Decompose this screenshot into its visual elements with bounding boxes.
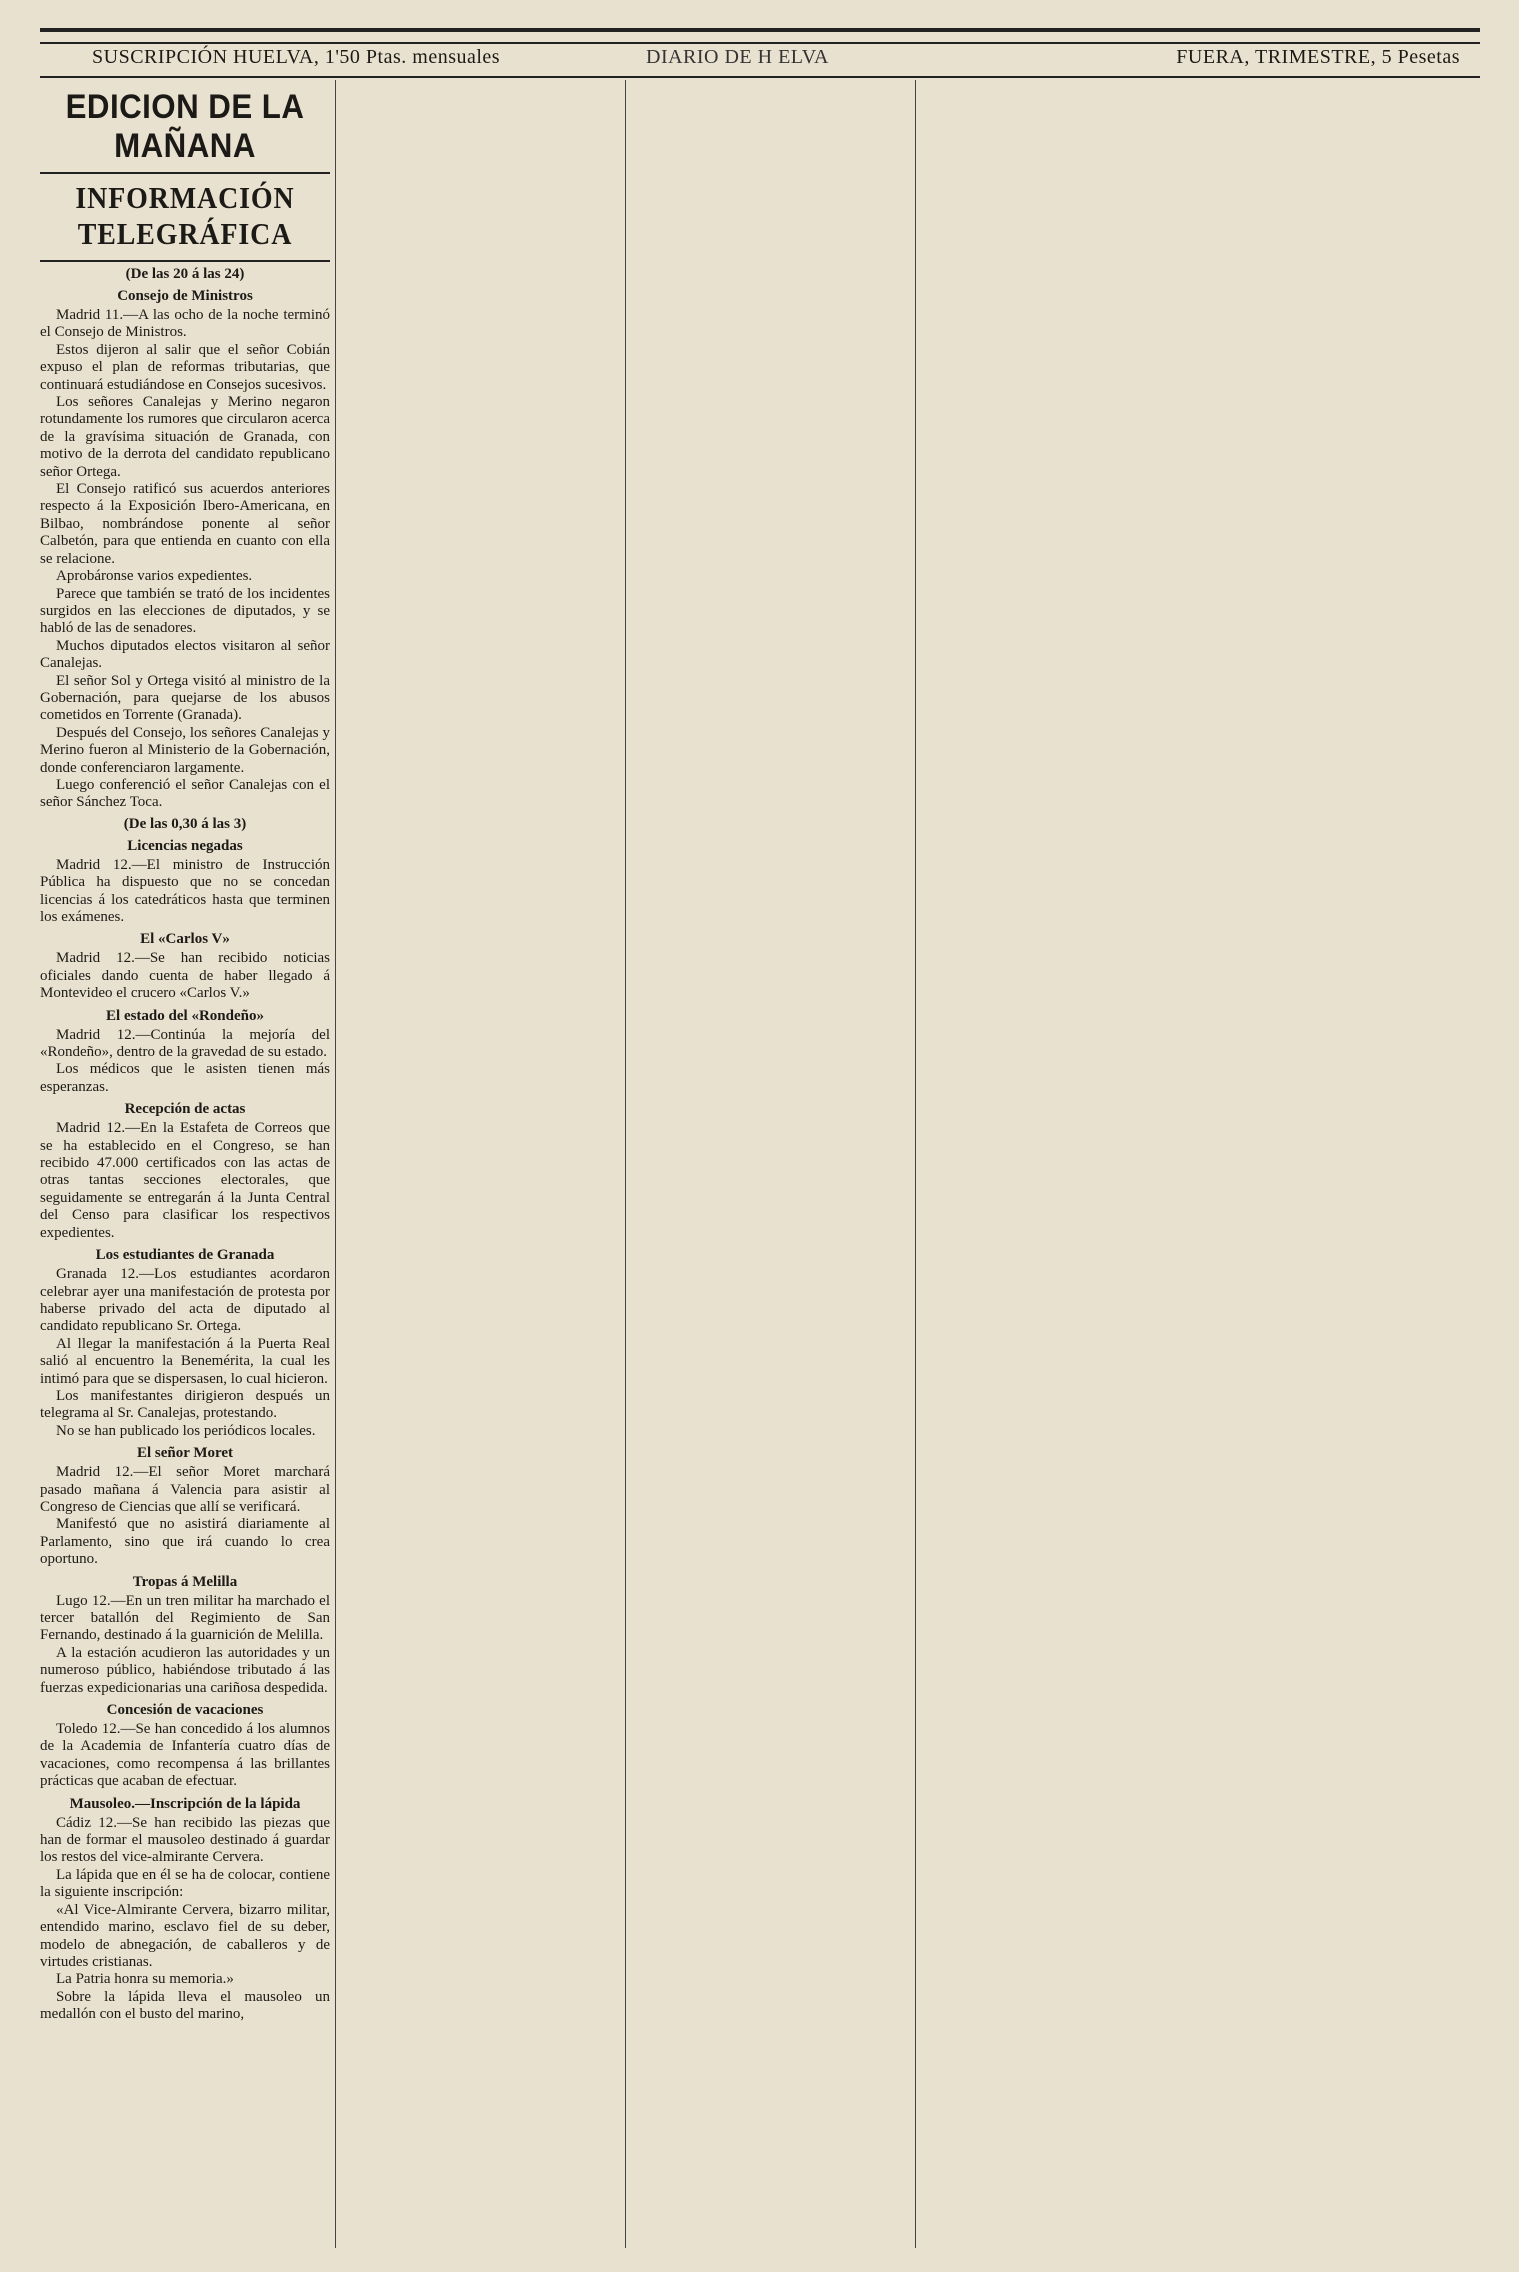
news-heading: Tropas á Melilla	[132, 1573, 238, 1590]
news-heading: Recepción de actas	[124, 1101, 246, 1118]
paragraph: «Al Vice-Almirante Cervera, bizarro militar, entendido marino, esclavo fiel de su deber, modelo de abnegación, de caballeros y de virtudes cristianas.	[40, 1901, 330, 1970]
news-heading: El estado del «Rondeño»	[106, 1007, 264, 1024]
column-news	[340, 80, 620, 2248]
paragraph: Luego conferenció el señor Canalejas con el señor Sánchez Toca.	[40, 776, 330, 811]
section-title: INFORMACIÓN TELEGRÁFICA	[75, 180, 295, 251]
column-local-news	[630, 80, 910, 2248]
news-heading: Concesión de vacaciones	[106, 1702, 264, 1719]
subscription-outside: FUERA, TRIMESTRE, 5 Pesetas	[1176, 46, 1460, 68]
paragraph: Madrid 12.—El ministro de Instrucción Pública ha dispuesto que no se concedan licencias á los catedráticos hasta que terminen los exámenes.	[40, 856, 330, 925]
rule	[40, 172, 330, 174]
paragraph: La lápida que en él se ha de colocar, contiene la siguiente inscripción:	[40, 1866, 330, 1901]
newspaper-page	[40, 28, 1480, 2248]
masthead-rule	[40, 76, 1480, 78]
paragraph: Lugo 12.—En un tren militar ha marchado el tercer batallón del Regimiento de San Fernando, destinado á la guarnición de Melilla.	[40, 1592, 330, 1644]
paragraph: El Consejo ratificó sus acuerdos anteriores respecto á la Exposición Ibero-Americana, en Bilbao, nombrándose ponente al señor Calbetón, para que entienda en cuanto con ella se relacione.	[40, 481, 330, 567]
paragraph: La Patria honra su memoria.»	[56, 1971, 234, 1988]
masthead	[40, 40, 1480, 74]
paragraph: No se han publicado los periódicos locales.	[56, 1422, 316, 1439]
news-heading: Mausoleo.—Inscripción de la lápida	[69, 1795, 301, 1812]
news-heading: Los estudiantes de Granada	[95, 1247, 275, 1264]
paragraph: Toledo 12.—Se han concedido á los alumnos de la Academia de Infantería cuatro días de vacaciones, como recompensa á las brillantes prácticas que acaban de efectuar.	[40, 1721, 330, 1790]
time-range: (De las 0,30 á las 3)	[123, 815, 247, 832]
column-divider	[915, 80, 916, 2248]
paragraph: Al llegar la manifestación á la Puerta Real salió al encuentro la Benemérita, la cual les intimó para que se dispersasen, lo cual hicieron.	[40, 1335, 330, 1387]
paragraph: Madrid 12.—El señor Moret marchará pasado mañana á Valencia para asistir al Congreso de Ciencias que allí se verificará.	[40, 1464, 330, 1515]
paragraph: Madrid 12.—Se han recibido noticias oficiales dando cuenta de haber llegado á Montevideo el crucero «Carlos V.»	[40, 950, 330, 1002]
columns	[40, 80, 1480, 2248]
paragraph: Cádiz 12.—Se han recibido las piezas que han de formar el mausoleo destinado á guardar los restos del vice-almirante Cervera.	[40, 1814, 330, 1866]
column-divider	[335, 80, 336, 2248]
paragraph: Parece que también se trató de los incidentes surgidos en las elecciones de diputados, y se habló de las de senadores.	[40, 585, 330, 637]
paragraph: A la estación acudieron las autoridades y un numeroso público, habiéndose tributado á las fuerzas expedicionarias una cariñosa despedida.	[40, 1644, 330, 1696]
rule	[40, 260, 330, 262]
paragraph: Madrid 12.—En la Estafeta de Correos que se ha establecido en el Congreso, se han recibido 47.000 certificados con las actas de otras tantas secciones electorales, que seguidamente se entregarán á la Junta Central del Censo para clasificar los respectivos expedientes.	[40, 1120, 330, 1241]
column-divider	[625, 80, 626, 2248]
subscription-local: SUSCRIPCIÓN HUELVA, 1'50 Ptas. mensuales	[92, 46, 501, 68]
paragraph: Los manifestantes dirigieron después un telegrama al Sr. Canalejas, protestando.	[40, 1387, 330, 1422]
paragraph: Los señores Canalejas y Merino negaron rotundamente los rumores que circularon acerca de la gravísima situación de Granada, con motivo de la derrota del candidato republicano señor Ortega.	[40, 394, 330, 480]
paragraph: Madrid 11.—A las ocho de la noche terminó el Consejo de Ministros.	[40, 307, 330, 341]
newspaper-title: DIARIO DE H ELVA	[646, 46, 829, 68]
news-heading: Consejo de Ministros	[117, 288, 253, 304]
paragraph: El señor Sol y Ortega visitó al ministro de la Gobernación, para quejarse de los abusos cometidos en Torrente (Granada).	[40, 672, 330, 724]
news-heading: Licencias negadas	[127, 837, 243, 854]
paragraph: Manifestó que no asistirá diariamente al Parlamento, sino que irá cuando lo crea oportuno.	[40, 1516, 330, 1568]
edition-title: EDICION DE LA MAÑANA	[65, 88, 305, 165]
paragraph: Sobre la lápida lleva el mausoleo un medallón con el busto del marino,	[40, 1988, 330, 2023]
paragraph: Granada 12.—Los estudiantes acordaron celebrar ayer una manifestación de protesta por haberse privado del acta de diputado al candidato republicano Sr. Ortega.	[40, 1266, 330, 1335]
time-range: (De las 20 á las 24)	[125, 266, 245, 282]
news-heading: El señor Moret	[136, 1445, 234, 1462]
paragraph: Muchos diputados electos visitaron al señor Canalejas.	[40, 637, 330, 672]
paragraph: Madrid 12.—Continúa la mejoría del «Rondeño», dentro de la gravedad de su estado.	[40, 1026, 330, 1061]
paragraph: Estos dijeron al salir que el señor Cobián expuso el plan de reformas tributarias, que continuará estudiándose en Consejos sucesivos.	[40, 341, 330, 393]
column-telegraphic	[40, 80, 330, 2248]
news-heading: El «Carlos V»	[140, 931, 230, 948]
paragraph: Después del Consejo, los señores Canalejas y Merino fueron al Ministerio de la Gobernación, donde conferenciaron largamente.	[40, 724, 330, 776]
paragraph: Los médicos que le asisten tienen más esperanzas.	[40, 1061, 330, 1095]
paragraph: Aprobáronse varios expedientes.	[56, 568, 253, 585]
